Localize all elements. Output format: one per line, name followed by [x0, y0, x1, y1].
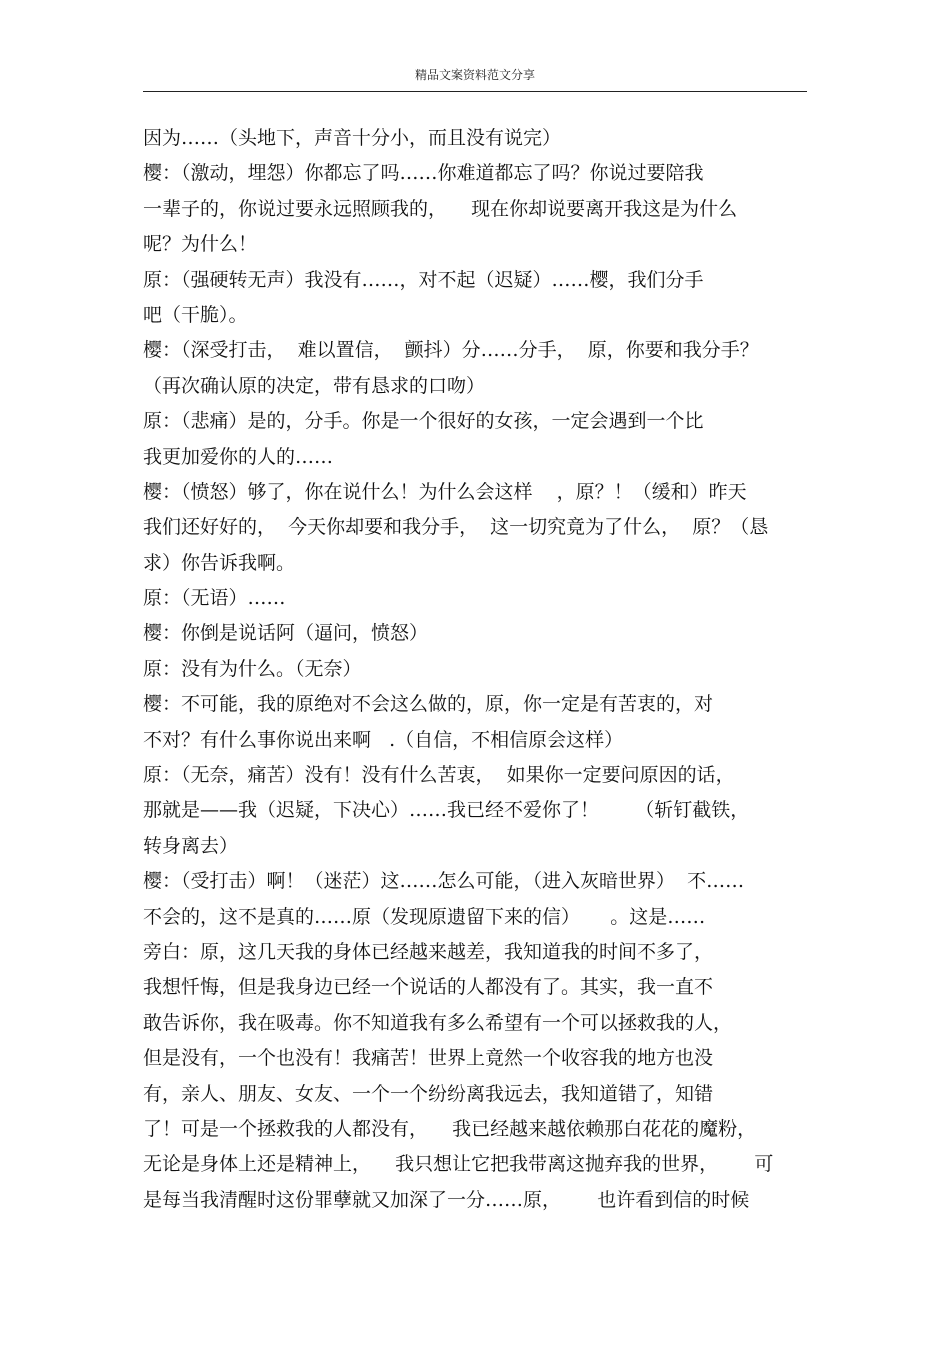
text-line: 敢告诉你，我在吸毒。你不知道我有多么希望有一个可以拯救我的人，	[143, 1011, 733, 1034]
page-header: 精品文案资料范文分享	[414, 68, 535, 82]
text-line: 那就是——我（迟疑，下决心）……我已经不爱你了！ （斩钉截铁，	[143, 799, 750, 822]
text-line: 一辈子的，你说过要永远照顾我的， 现在你却说要离开我这是为什么	[143, 197, 738, 220]
script-text-body	[143, 121, 823, 1218]
text-line: 呢？为什么！	[143, 233, 258, 256]
text-line: 无论是身体上还是精神上， 我只想让它把我带离这抛弃我的世界， 可	[143, 1153, 774, 1176]
text-line: 但是没有，一个也没有！我痛苦！世界上竟然一个收容我的地方也没	[143, 1047, 714, 1070]
text-line: 原：（悲痛）是的，分手。你是一个很好的女孩，一定会遇到一个比	[143, 410, 704, 433]
text-line: 樱：（受打击）啊！（迷茫）这……怎么可能，（进入灰暗世界） 不……	[143, 870, 745, 893]
text-line: 樱：（深受打击， 难以置信， 颤抖）分……分手， 原，你要和我分手？	[143, 339, 759, 362]
header-divider	[143, 91, 807, 92]
text-line: 樱：不可能，我的原绝对不会这么做的，原，你一定是有苦衷的，对	[143, 693, 714, 716]
text-line: （再次确认原的决定，带有恳求的口吻）	[143, 374, 486, 397]
text-line: 旁白：原，这几天我的身体已经越来越差，我知道我的时间不多了，	[143, 940, 714, 963]
text-line: 了！可是一个拯救我的人都没有， 我已经越来越依赖那白花花的魔粉，	[143, 1117, 757, 1140]
text-line: 吧（干脆）。	[143, 303, 248, 326]
text-line: 有，亲人、朋友、女友、一个一个纷纷离我远去，我知道错了，知错	[143, 1082, 714, 1105]
text-line: 不对？有什么事你说出来啊 .（自信，不相信原会这样）	[143, 728, 624, 751]
text-line: 樱：（激动，埋怨）你都忘了吗……你难道都忘了吗？你说过要陪我	[143, 162, 704, 185]
text-line: 樱：（愤怒）够了，你在说什么！为什么会这样 ，原？！（缓和）昨天	[143, 480, 747, 503]
text-line: 转身离去）	[143, 834, 239, 857]
text-line: 原：（强硬转无声）我没有……，对不起（迟疑）……樱，我们分手	[143, 268, 704, 291]
text-line: 因为……（头地下，声音十分小，而且没有说完）	[143, 127, 562, 149]
text-line: 我更加爱你的人的……	[143, 445, 334, 468]
text-line: 我们还好好的， 今天你却要和我分手， 这一切究竟为了什么， 原？（恳	[143, 516, 769, 539]
text-line: 原：（无奈，痛苦）没有！没有什么苦衷， 如果你一定要问原因的话，	[143, 764, 735, 787]
text-line: 不会的，这不是真的……原（发现原遗留下来的信） 。这是……	[143, 905, 706, 928]
text-line: 是每当我清醒时这份罪孽就又加深了一分……原， 也许看到信的时候	[143, 1188, 750, 1211]
text-line: 原：（无语）……	[143, 587, 286, 610]
text-line: 求）你告诉我啊。	[143, 551, 296, 574]
text-line: 樱：你倒是说话阿（逼问，愤怒）	[143, 622, 429, 645]
text-line: 原：没有为什么。（无奈）	[143, 657, 362, 680]
text-line: 我想忏悔，但是我身边已经一个说话的人都没有了。其实，我一直不	[143, 976, 714, 999]
